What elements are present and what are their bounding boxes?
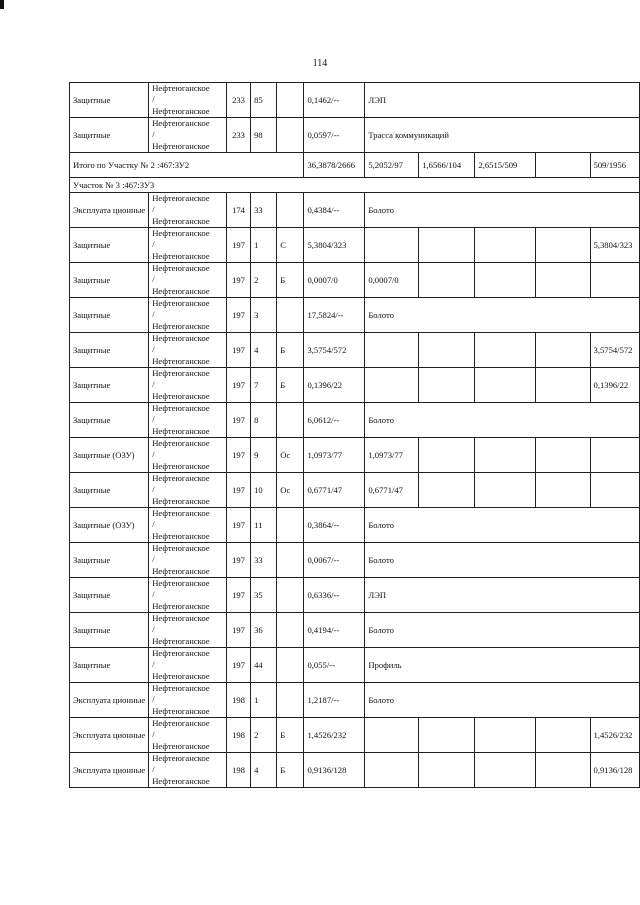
col1-cell: 1,0973/77: [365, 438, 419, 473]
category-cell: Б: [277, 333, 304, 368]
forestry-line: Нефтеюганское: [152, 215, 210, 226]
quarter-cell: 197: [226, 333, 250, 368]
protection-type-cell: Защитные: [70, 368, 149, 403]
compartment-cell: 9: [251, 438, 277, 473]
category-cell: [277, 543, 304, 578]
forestry-line: /: [152, 624, 155, 635]
forestry-line: /: [152, 694, 155, 705]
table-row: [70, 683, 640, 718]
forestry-line: Нефтеюганское: [152, 390, 210, 401]
section-row: [70, 178, 640, 193]
forestry-cell: [149, 648, 227, 683]
quarter-cell: 233: [226, 118, 250, 153]
protection-type-cell: Защитные: [70, 403, 149, 438]
col5-cell: 0,1396/22: [590, 368, 639, 403]
land-use-cell: Болото: [365, 613, 640, 648]
col4-cell: [535, 263, 590, 298]
forestry-cell: [149, 403, 227, 438]
forestry-line: Нефтеюганское: [152, 193, 210, 204]
category-cell: [277, 613, 304, 648]
col4-cell: [535, 333, 590, 368]
forestry-cell: [149, 298, 227, 333]
area-cell: 0,4194/--: [304, 613, 365, 648]
area-cell: 0,0007/0: [304, 263, 365, 298]
category-cell: [277, 403, 304, 438]
forestry-line: /: [152, 519, 155, 530]
forestry-line: /: [152, 659, 155, 670]
table-row: [70, 578, 640, 613]
category-cell: [277, 578, 304, 613]
col2-cell: [419, 718, 475, 753]
protection-type-cell: Эксплуата ционные: [70, 753, 149, 788]
area-cell: 1,4526/232: [304, 718, 365, 753]
forestry-line: Нефтеюганское: [152, 565, 210, 576]
forestry-line: /: [152, 239, 155, 250]
col2-cell: [419, 753, 475, 788]
forestry-line: /: [152, 554, 155, 565]
scan-corner-mark: [0, 0, 4, 9]
forestry-line: Нефтеюганское: [152, 425, 210, 436]
compartment-cell: 1: [251, 683, 277, 718]
category-cell: [277, 193, 304, 228]
forestry-cell: [149, 438, 227, 473]
area-cell: 5,3804/323: [304, 228, 365, 263]
forestry-cell: [149, 118, 227, 153]
forestry-line: Нефтеюганское: [152, 285, 210, 296]
forestry-cell: [149, 508, 227, 543]
forestry-line: Нефтеюганское: [152, 333, 210, 344]
compartment-cell: 10: [251, 473, 277, 508]
compartment-cell: 33: [251, 543, 277, 578]
forestry-line: Нефтеюганское: [152, 705, 210, 716]
forestry-line: Нефтеюганское: [152, 250, 210, 261]
col3-cell: [475, 438, 535, 473]
protection-type-cell: Защитные: [70, 298, 149, 333]
col3-cell: [475, 228, 535, 263]
col1-cell: [365, 368, 419, 403]
total-label: Итого по Участку № 2 :467:ЗУ2: [70, 153, 304, 178]
quarter-cell: 197: [226, 613, 250, 648]
col4-cell: [535, 228, 590, 263]
col2-cell: [419, 228, 475, 263]
forest-plot-table: [69, 82, 640, 788]
forestry-line: Нефтеюганское: [152, 613, 210, 624]
forestry-line: Нефтеюганское: [152, 105, 210, 116]
col5-cell: 1,4526/232: [590, 718, 639, 753]
forestry-line: Нефтеюганское: [152, 683, 210, 694]
forestry-line: Нефтеюганское: [152, 438, 210, 449]
compartment-cell: 44: [251, 648, 277, 683]
forestry-cell: [149, 613, 227, 648]
col1-cell: 0,6771/47: [365, 473, 419, 508]
quarter-cell: 174: [226, 193, 250, 228]
forestry-line: Нефтеюганское: [152, 543, 210, 554]
quarter-cell: 197: [226, 578, 250, 613]
forestry-line: Нефтеюганское: [152, 473, 210, 484]
area-cell: 0,055/--: [304, 648, 365, 683]
forestry-cell: [149, 333, 227, 368]
forestry-line: /: [152, 729, 155, 740]
col4-cell: [535, 368, 590, 403]
category-cell: Б: [277, 263, 304, 298]
category-cell: [277, 648, 304, 683]
compartment-cell: 2: [251, 718, 277, 753]
protection-type-cell: Эксплуата ционные: [70, 683, 149, 718]
area-cell: 0,4384/--: [304, 193, 365, 228]
compartment-cell: 11: [251, 508, 277, 543]
forestry-cell: [149, 753, 227, 788]
forestry-line: Нефтеюганское: [152, 600, 210, 611]
forestry-line: /: [152, 414, 155, 425]
land-use-cell: Профиль: [365, 648, 640, 683]
forestry-line: Нефтеюганское: [152, 775, 210, 786]
category-cell: Б: [277, 368, 304, 403]
col2-cell: [419, 333, 475, 368]
col4-cell: [535, 753, 590, 788]
forestry-line: Нефтеюганское: [152, 228, 210, 239]
total-row: [70, 153, 640, 178]
area-cell: 1,2187/--: [304, 683, 365, 718]
forestry-line: Нефтеюганское: [152, 460, 210, 471]
forestry-line: /: [152, 484, 155, 495]
table-row: [70, 298, 640, 333]
area-cell: 17,5824/--: [304, 298, 365, 333]
area-cell: 0,1462/--: [304, 83, 365, 118]
area-cell: 0,9136/128: [304, 753, 365, 788]
forestry-line: Нефтеюганское: [152, 118, 210, 129]
forestry-cell: [149, 263, 227, 298]
table-row: [70, 333, 640, 368]
forestry-cell: [149, 368, 227, 403]
category-cell: [277, 118, 304, 153]
compartment-cell: 4: [251, 753, 277, 788]
forestry-line: Нефтеюганское: [152, 140, 210, 151]
forestry-line: Нефтеюганское: [152, 753, 210, 764]
forestry-line: /: [152, 449, 155, 460]
forestry-line: Нефтеюганское: [152, 740, 210, 751]
category-cell: С: [277, 228, 304, 263]
protection-type-cell: Защитные: [70, 83, 149, 118]
forestry-line: Нефтеюганское: [152, 635, 210, 646]
table-body: [70, 83, 640, 788]
table-row: [70, 193, 640, 228]
forestry-cell: [149, 543, 227, 578]
forestry-line: Нефтеюганское: [152, 670, 210, 681]
quarter-cell: 197: [226, 508, 250, 543]
quarter-cell: 197: [226, 403, 250, 438]
quarter-cell: 198: [226, 683, 250, 718]
col3-cell: [475, 753, 535, 788]
category-cell: [277, 508, 304, 543]
forestry-line: /: [152, 129, 155, 140]
land-use-cell: Болото: [365, 403, 640, 438]
land-use-cell: Болото: [365, 193, 640, 228]
total-col5-cell: 509/1956: [590, 153, 639, 178]
compartment-cell: 4: [251, 333, 277, 368]
land-use-cell: Болото: [365, 298, 640, 333]
table-row: [70, 543, 640, 578]
table-row: [70, 263, 640, 298]
col5-cell: [590, 263, 639, 298]
compartment-cell: 33: [251, 193, 277, 228]
land-use-cell: Болото: [365, 683, 640, 718]
forestry-cell: [149, 683, 227, 718]
forestry-line: /: [152, 344, 155, 355]
table-row: [70, 648, 640, 683]
protection-type-cell: Защитные: [70, 613, 149, 648]
section-label: Участок № 3 :467:ЗУ3: [70, 178, 640, 193]
protection-type-cell: Защитные: [70, 648, 149, 683]
category-cell: [277, 298, 304, 333]
quarter-cell: 197: [226, 263, 250, 298]
forestry-cell: [149, 718, 227, 753]
col2-cell: [419, 263, 475, 298]
protection-type-cell: Защитные: [70, 228, 149, 263]
protection-type-cell: Защитные: [70, 543, 149, 578]
forestry-cell: [149, 193, 227, 228]
forestry-line: /: [152, 764, 155, 775]
total-col1-cell: 5,2052/97: [365, 153, 419, 178]
forestry-line: Нефтеюганское: [152, 718, 210, 729]
quarter-cell: 197: [226, 368, 250, 403]
table-row: [70, 403, 640, 438]
forestry-cell: [149, 228, 227, 263]
area-cell: 0,1396/22: [304, 368, 365, 403]
col5-cell: 5,3804/323: [590, 228, 639, 263]
protection-type-cell: Защитные: [70, 333, 149, 368]
col2-cell: [419, 368, 475, 403]
forestry-line: Нефтеюганское: [152, 320, 210, 331]
quarter-cell: 197: [226, 298, 250, 333]
table-row: [70, 368, 640, 403]
total-col3-cell: 2,6515/509: [475, 153, 535, 178]
category-cell: [277, 83, 304, 118]
forestry-line: /: [152, 309, 155, 320]
compartment-cell: 36: [251, 613, 277, 648]
forestry-line: Нефтеюганское: [152, 508, 210, 519]
col3-cell: [475, 263, 535, 298]
quarter-cell: 197: [226, 438, 250, 473]
protection-type-cell: Защитные: [70, 578, 149, 613]
table-row: [70, 753, 640, 788]
area-cell: 1,0973/77: [304, 438, 365, 473]
forestry-line: /: [152, 379, 155, 390]
forestry-line: Нефтеюганское: [152, 83, 210, 94]
compartment-cell: 3: [251, 298, 277, 333]
land-use-cell: Болото: [365, 543, 640, 578]
total-area-cell: 36,3878/2666: [304, 153, 365, 178]
page-number: 114: [312, 58, 328, 69]
quarter-cell: 197: [226, 473, 250, 508]
col3-cell: [475, 368, 535, 403]
forestry-line: Нефтеюганское: [152, 648, 210, 659]
table-row: [70, 718, 640, 753]
compartment-cell: 1: [251, 228, 277, 263]
land-use-cell: ЛЭП: [365, 578, 640, 613]
col2-cell: [419, 473, 475, 508]
total-col4-cell: [535, 153, 590, 178]
table-row: [70, 438, 640, 473]
quarter-cell: 233: [226, 83, 250, 118]
land-use-cell: Болото: [365, 508, 640, 543]
category-cell: [277, 683, 304, 718]
total-col2-cell: 1,6566/104: [419, 153, 475, 178]
compartment-cell: 35: [251, 578, 277, 613]
quarter-cell: 197: [226, 648, 250, 683]
col1-cell: [365, 333, 419, 368]
col1-cell: [365, 753, 419, 788]
forestry-line: /: [152, 204, 155, 215]
protection-type-cell: Защитные (ОЗУ): [70, 438, 149, 473]
protection-type-cell: Защитные: [70, 263, 149, 298]
protection-type-cell: Эксплуата ционные: [70, 718, 149, 753]
land-use-cell: Трасса коммуникаций: [365, 118, 640, 153]
protection-type-cell: Защитные: [70, 473, 149, 508]
col3-cell: [475, 718, 535, 753]
forestry-line: Нефтеюганское: [152, 403, 210, 414]
area-cell: 0,6771/47: [304, 473, 365, 508]
forestry-line: Нефтеюганское: [152, 263, 210, 274]
table-row: [70, 613, 640, 648]
protection-type-cell: Защитные (ОЗУ): [70, 508, 149, 543]
col1-cell: 0,0007/0: [365, 263, 419, 298]
col5-cell: 0,9136/128: [590, 753, 639, 788]
area-cell: 0,0597/--: [304, 118, 365, 153]
col1-cell: [365, 718, 419, 753]
forestry-cell: [149, 83, 227, 118]
category-cell: Б: [277, 718, 304, 753]
forestry-line: /: [152, 94, 155, 105]
quarter-cell: 198: [226, 718, 250, 753]
col5-cell: 3,5754/572: [590, 333, 639, 368]
compartment-cell: 2: [251, 263, 277, 298]
forestry-line: /: [152, 274, 155, 285]
compartment-cell: 85: [251, 83, 277, 118]
col3-cell: [475, 473, 535, 508]
forestry-cell: [149, 473, 227, 508]
area-cell: 0,3864/--: [304, 508, 365, 543]
col5-cell: [590, 438, 639, 473]
category-cell: Ос: [277, 473, 304, 508]
table-row: [70, 228, 640, 263]
col2-cell: [419, 438, 475, 473]
category-cell: Ос: [277, 438, 304, 473]
forestry-line: Нефтеюганское: [152, 298, 210, 309]
col4-cell: [535, 438, 590, 473]
forestry-line: Нефтеюганское: [152, 578, 210, 589]
quarter-cell: 197: [226, 228, 250, 263]
quarter-cell: 198: [226, 753, 250, 788]
land-use-cell: ЛЭП: [365, 83, 640, 118]
table-row: [70, 508, 640, 543]
table-row: [70, 83, 640, 118]
compartment-cell: 7: [251, 368, 277, 403]
col1-cell: [365, 228, 419, 263]
protection-type-cell: Защитные: [70, 118, 149, 153]
area-cell: 3,5754/572: [304, 333, 365, 368]
protection-type-cell: Эксплуата ционные: [70, 193, 149, 228]
area-cell: 0,6336/--: [304, 578, 365, 613]
area-cell: 6,0612/--: [304, 403, 365, 438]
col4-cell: [535, 718, 590, 753]
forestry-cell: [149, 578, 227, 613]
forestry-line: Нефтеюганское: [152, 495, 210, 506]
col5-cell: [590, 473, 639, 508]
area-cell: 0,0067/--: [304, 543, 365, 578]
compartment-cell: 8: [251, 403, 277, 438]
forestry-line: Нефтеюганское: [152, 355, 210, 366]
table-row: [70, 473, 640, 508]
col4-cell: [535, 473, 590, 508]
category-cell: Б: [277, 753, 304, 788]
quarter-cell: 197: [226, 543, 250, 578]
compartment-cell: 98: [251, 118, 277, 153]
forestry-line: /: [152, 589, 155, 600]
table-row: [70, 118, 640, 153]
forestry-line: Нефтеюганское: [152, 368, 210, 379]
forestry-line: Нефтеюганское: [152, 530, 210, 541]
col3-cell: [475, 333, 535, 368]
